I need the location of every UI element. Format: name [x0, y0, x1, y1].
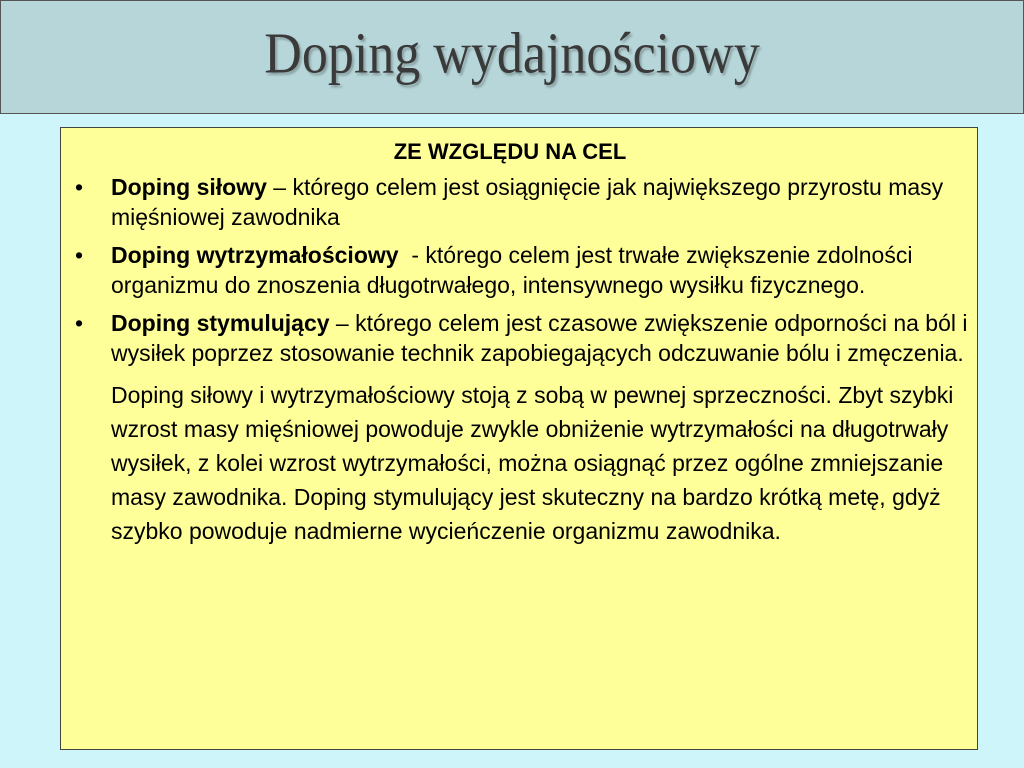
list-item [71, 308, 969, 368]
content-box [60, 127, 978, 750]
bullet-icon: • [75, 174, 84, 200]
list-item [71, 240, 969, 300]
bullet-icon: • [75, 242, 84, 268]
title-bar [0, 0, 1024, 114]
summary-paragraph: Doping siłowy i wytrzymałościowy stoją z sobą w pewnej sprzeczności. Zbyt szybki wzrost masy mięśniowej powoduje zwykle obniżenie wytrzymałości na długotrwały wysiłek, z kolei wzrost wytrzymałości, można osiągnąć przez ogólne zmniejszanie masy zawodnika. Doping stymulujący jest skuteczny na bardzo krótką metę, gdyż szybko powoduje nadmierne wycieńczenie organizmu zawodnika. [111, 382, 954, 544]
slide-title: Doping wydajnościowy [264, 22, 760, 86]
item-description: - którego celem jest trwałe zwiększenie zdolności organizmu do znoszenia długotrwałego, intensywnego wysiłku fizycznego. [111, 242, 919, 298]
bullet-icon: • [75, 310, 84, 336]
item-term: Doping stymulujący [111, 310, 330, 336]
list-item [71, 172, 969, 232]
item-term: Doping siłowy [111, 174, 267, 200]
item-description: – którego celem jest czasowe zwiększenie odporności na ból i wysiłek poprzez stosowanie technik zapobiegających odczuwanie bólu i zmęczenia. [111, 310, 968, 366]
section-heading: ZE WZGLĘDU NA CEL [393, 139, 627, 164]
item-term: Doping wytrzymałościowy [111, 242, 399, 268]
item-description: – którego celem jest osiągnięcie jak największego przyrostu masy mięśniowej zawodnika [111, 174, 944, 230]
